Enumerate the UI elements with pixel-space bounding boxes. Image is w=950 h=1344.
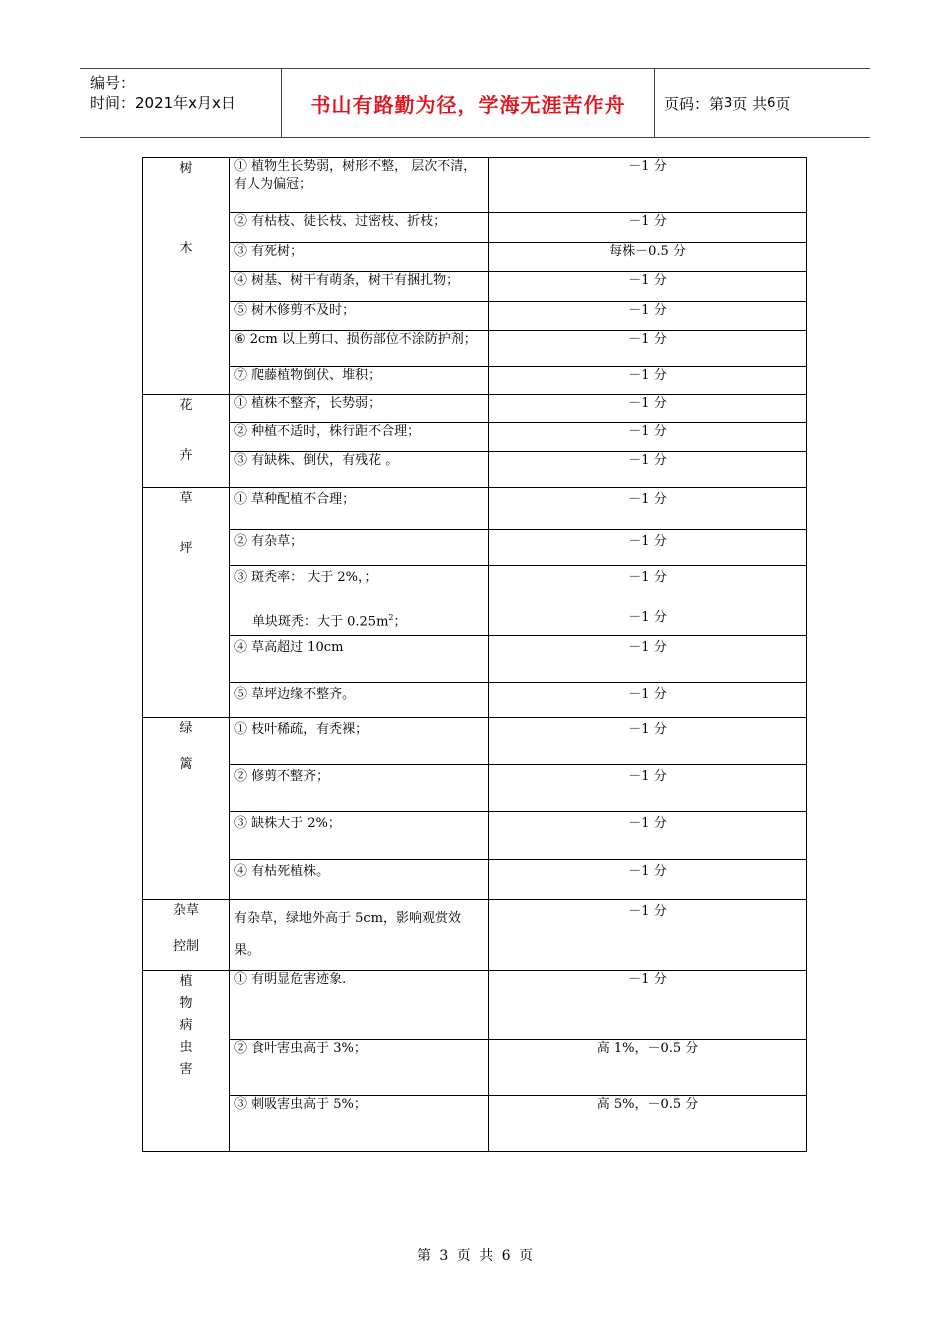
table-row xyxy=(143,331,807,367)
criterion-text: ⑥ 2cm 以上剪口、损伤部位不涂防护剂； xyxy=(230,331,489,367)
table-row xyxy=(143,765,807,812)
table-row xyxy=(143,860,807,900)
score-text: －1 分 xyxy=(489,367,807,395)
table-row xyxy=(143,452,807,488)
header-divider xyxy=(654,69,655,137)
criterion-text: ③ 有缺株、倒伏，有残花 。 xyxy=(230,452,489,488)
category-lawn: 草 坪 xyxy=(143,488,230,718)
table-row xyxy=(143,683,807,718)
scoring-table xyxy=(142,157,807,1152)
criterion-text: ③ 缺株大于 2%； xyxy=(230,812,489,860)
criterion-text: ② 食叶害虫高于 3%； xyxy=(230,1040,489,1096)
table-row xyxy=(143,900,807,971)
score-text: －1 分 －1 分 xyxy=(489,566,807,636)
table-row xyxy=(143,243,807,272)
score-text: －1 分 xyxy=(489,423,807,452)
score-text: －1 分 xyxy=(489,636,807,683)
criterion-text: ④ 有枯死植株。 xyxy=(230,860,489,900)
table-row xyxy=(143,971,807,1040)
score-text: －1 分 xyxy=(489,765,807,812)
category-trees: 树 木 xyxy=(143,158,230,395)
score-text: －1 分 xyxy=(489,213,807,243)
header-meta xyxy=(90,73,280,113)
category-hedge: 绿 篱 xyxy=(143,718,230,900)
header-page-number: 3 xyxy=(724,95,733,111)
criterion-text: ⑤ 草坪边缘不整齐。 xyxy=(230,683,489,718)
criterion-text: ② 有杂草； xyxy=(230,530,489,566)
table-row xyxy=(143,530,807,566)
table-row xyxy=(143,395,807,423)
table-row xyxy=(143,423,807,452)
score-text: －1 分 xyxy=(489,158,807,213)
table-row xyxy=(143,367,807,395)
table-row xyxy=(143,488,807,530)
table-row xyxy=(143,636,807,683)
header-page-indicator: 页码：第 3 页 共 6 页 xyxy=(664,94,791,113)
score-text: －1 分 xyxy=(489,971,807,1040)
footer-page-total: 6 xyxy=(501,1248,511,1264)
table-row xyxy=(143,566,807,636)
criterion-text: ③ 斑秃率： 大于 2%，； 单块斑秃：大于 $0.25m^2$； xyxy=(230,566,489,636)
criterion-text: ⑤ 树木修剪不及时； xyxy=(230,302,489,331)
criterion-text: ② 有枯枝、徒长枝、过密枝、折枝； xyxy=(230,213,489,243)
criterion-text: ③ 有死树； xyxy=(230,243,489,272)
category-pests: 植 物 病 虫 害 xyxy=(143,971,230,1152)
page-header xyxy=(80,68,870,138)
score-text: －1 分 xyxy=(489,900,807,971)
score-text: －1 分 xyxy=(489,331,807,367)
score-text: 高 5%，－0.5 分 xyxy=(489,1096,807,1152)
score-text: －1 分 xyxy=(489,812,807,860)
criterion-text: ① 有明显危害迹象. xyxy=(230,971,489,1040)
category-flowers: 花 卉 xyxy=(143,395,230,488)
score-text: 每株－0.5 分 xyxy=(489,243,807,272)
criterion-text: ② 修剪不整齐； xyxy=(230,765,489,812)
score-text: －1 分 xyxy=(489,302,807,331)
table-row xyxy=(143,812,807,860)
header-motto: 书山有路勤为径，学海无涯苦作舟 xyxy=(310,92,626,117)
table-row xyxy=(143,1040,807,1096)
table-row xyxy=(143,213,807,243)
criterion-text: ④ 草高超过 10cm xyxy=(230,636,489,683)
score-text: －1 分 xyxy=(489,395,807,423)
criterion-text: ① 植物生长势弱，树形不整， 层次不清，有人为偏冠； xyxy=(230,158,489,213)
score-text: －1 分 xyxy=(489,452,807,488)
score-text: －1 分 xyxy=(489,272,807,302)
category-weed-control: 杂草 控制 xyxy=(143,900,230,971)
criterion-text: 有杂草，绿地外高于 5cm，影响观赏效果。 xyxy=(230,900,489,971)
doc-number-label: 编号： xyxy=(90,74,136,92)
criterion-text: ⑦ 爬藤植物倒伏、堆积； xyxy=(230,367,489,395)
criterion-text: ③ 刺吸害虫高于 5%； xyxy=(230,1096,489,1152)
criterion-text: ① 草种配植不合理； xyxy=(230,488,489,530)
score-text: －1 分 xyxy=(489,488,807,530)
page-footer: 第 3 页 共 6 页 xyxy=(416,1248,534,1264)
table-row xyxy=(143,302,807,331)
score-text: －1 分 xyxy=(489,860,807,900)
criterion-text: ② 种植不适时，株行距不合理； xyxy=(230,423,489,452)
footer-page-number: 3 xyxy=(439,1248,449,1264)
score-text: －1 分 xyxy=(489,683,807,718)
score-text: 高 1%，－0.5 分 xyxy=(489,1040,807,1096)
criterion-text: ① 枝叶稀疏，有秃裸； xyxy=(230,718,489,765)
table-row xyxy=(143,1096,807,1152)
doc-time-label: 时间：2021年x月x日 xyxy=(90,94,236,112)
table-row xyxy=(143,158,807,213)
table-row xyxy=(143,718,807,765)
criterion-text: ① 植株不整齐，长势弱； xyxy=(230,395,489,423)
score-text: －1 分 xyxy=(489,530,807,566)
table-row xyxy=(143,272,807,302)
score-text: －1 分 xyxy=(489,718,807,765)
criterion-text: ④ 树基、树干有萌条，树干有捆扎物； xyxy=(230,272,489,302)
header-page-total: 6 xyxy=(767,95,776,111)
